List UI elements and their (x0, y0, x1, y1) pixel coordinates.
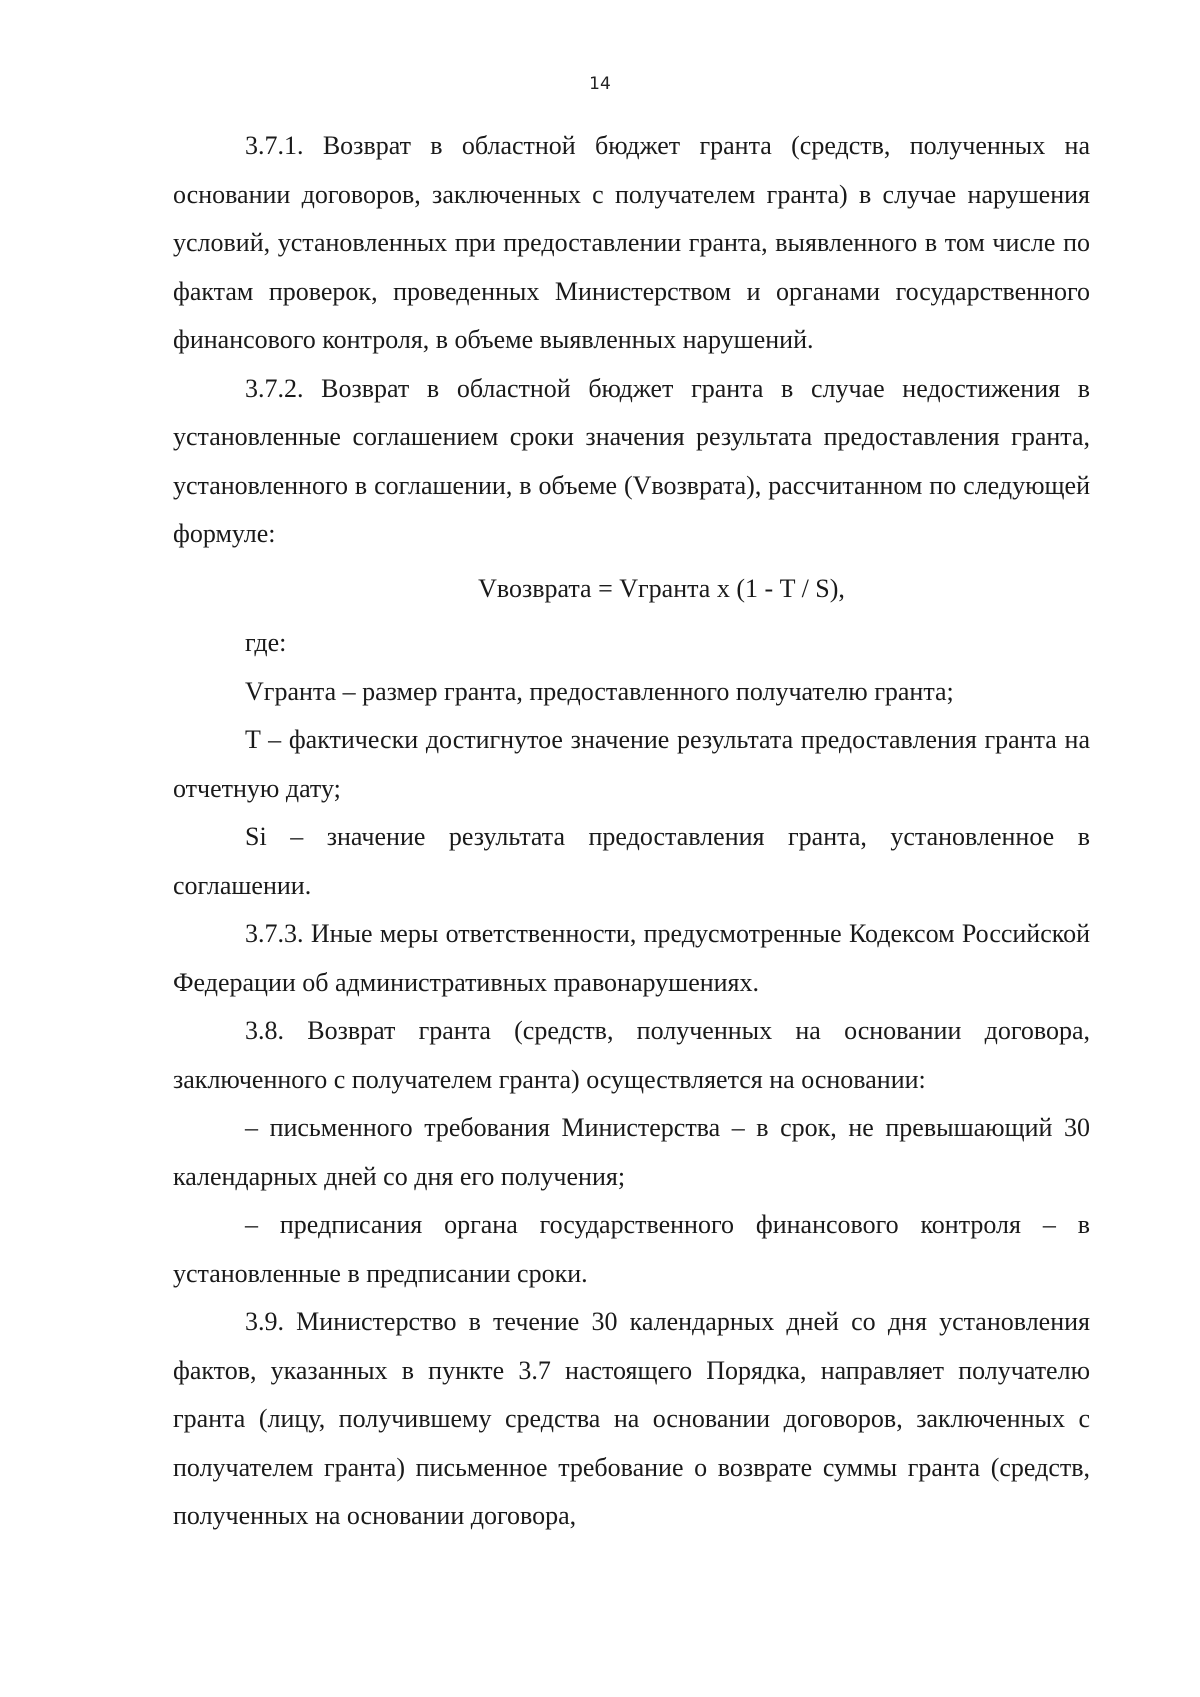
paragraph-where: где: (245, 628, 287, 657)
definition-v-granta: Vгранта – размер гранта, предоставленного получателю гранта; (245, 676, 954, 706)
paragraph-3-7-1: 3.7.1. Возврат в областной бюджет гранта (средств, полученных на основании договоров, заключенных с получателем гранта) в случае нарушения условий, установленных при предоставлении гранта, выявленного в том числе по фактам проверок, проведенных Министерством и органами государственного финансового контроля, в объеме выявленных нарушений. (173, 131, 1090, 354)
list-item-prescription: – предписания органа государственного финансового контроля – в установленные в предписании сроки. (173, 1210, 1090, 1288)
document-body (173, 122, 1090, 1541)
paragraph-3-8: 3.8. Возврат гранта (средств, полученных на основании договора, заключенного с получателем гранта) осуществляется на основании: (173, 1016, 1090, 1094)
paragraph-3-7-2: 3.7.2. Возврат в областной бюджет гранта в случае недостижения в установленные соглашением сроки значения результата предоставления гранта, установленного в соглашении, в объеме (Vвозврата), рассчитанном по следующей формуле: (173, 373, 1090, 548)
paragraph-3-7-3: 3.7.3. Иные меры ответственности, предусмотренные Кодексом Российской Федерации об административных правонарушениях. (173, 919, 1090, 997)
paragraph-3-9: 3.9. Министерство в течение 30 календарных дней со дня установления фактов, указанных в пункте 3.7 настоящего Порядка, направляет получателю гранта (лицу, получившему средства на основании договоров, заключенных с получателем гранта) письменное требование о возврате суммы гранта (средств, полученных на основании договора, (173, 1307, 1090, 1530)
definition-t: T – фактически достигнутое значение результата предоставления гранта на отчетную дату; (173, 725, 1090, 803)
definition-si: Si – значение результата предоставления гранта, установленное в соглашении. (173, 822, 1090, 900)
page-number: 14 (589, 74, 611, 94)
list-item-written-demand: – письменного требования Министерства – в срок, не превышающий 30 календарных дней со дня его получения; (173, 1113, 1090, 1191)
formula: Vвозврата = Vгранта х (1 - T / S), (478, 573, 845, 603)
